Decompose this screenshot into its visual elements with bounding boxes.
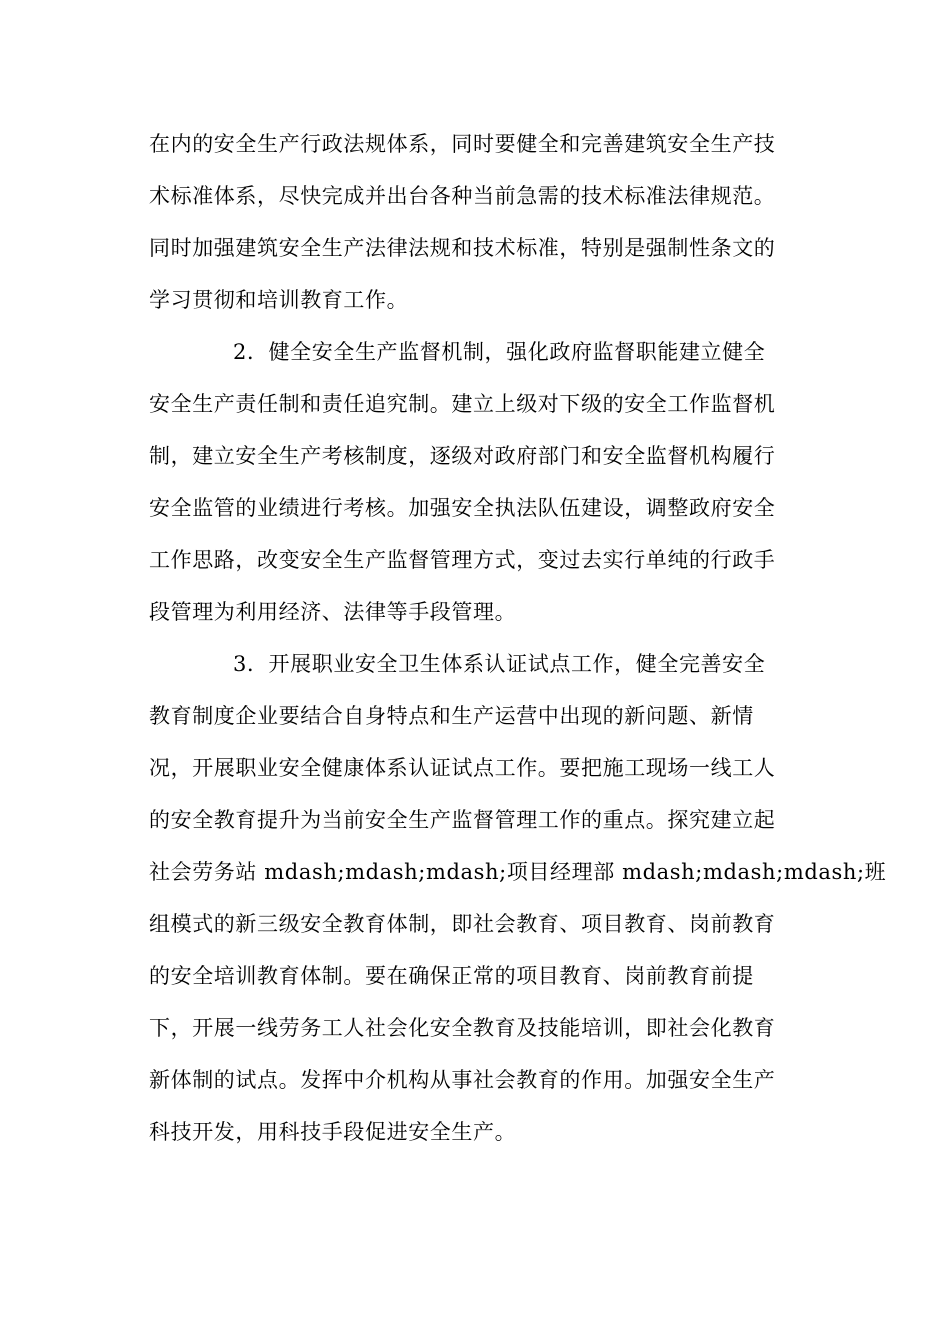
text-line: 科技开发，用科技手段促进安全生产。 xyxy=(149,1120,517,1144)
text-line: 教育制度企业要结合自身特点和生产运营中出现的新问题、新情 xyxy=(149,704,754,728)
text-line: 段管理为利用经济、法律等手段管理。 xyxy=(149,600,517,624)
text-line: 工作思路，改变安全生产监督管理方式，变过去实行单纯的行政手 xyxy=(149,548,776,572)
text-line: 况，开展职业安全健康体系认证试点工作。要把施工现场一线工人 xyxy=(149,756,776,780)
text-line: 社会劳务站 mdash;mdash;mdash;项目经理部 mdash;mdash;mdash;班 xyxy=(149,860,887,884)
section-3-heading-line: 3．开展职业安全卫生体系认证试点工作，健全完善安全 xyxy=(233,652,766,676)
text-line: 学习贯彻和培训教育工作。 xyxy=(149,288,409,312)
text-line: 新体制的试点。发挥中介机构从事社会教育的作用。加强安全生产 xyxy=(149,1068,776,1092)
text-line: 安全监管的业绩进行考核。加强安全执法队伍建设，调整政府安全 xyxy=(149,496,776,520)
text-line: 的安全培训教育体制。要在确保正常的项目教育、岗前教育前提 xyxy=(149,964,754,988)
text-line: 组模式的新三级安全教育体制，即社会教育、项目教育、岗前教育 xyxy=(149,912,776,936)
text-line: 在内的安全生产行政法规体系，同时要健全和完善建筑安全生产技 xyxy=(149,132,776,156)
section-2-heading-line: 2．健全安全生产监督机制，强化政府监督职能建立健全 xyxy=(233,340,766,364)
text-line: 安全生产责任制和责任追究制。建立上级对下级的安全工作监督机 xyxy=(149,392,776,416)
text-line: 同时加强建筑安全生产法律法规和技术标准，特别是强制性条文的 xyxy=(149,236,776,260)
text-line: 下，开展一线劳务工人社会化安全教育及技能培训，即社会化教育 xyxy=(149,1016,776,1040)
text-line: 制，建立安全生产考核制度，逐级对政府部门和安全监督机构履行 xyxy=(149,444,776,468)
text-line: 的安全教育提升为当前安全生产监督管理工作的重点。探究建立起 xyxy=(149,808,776,832)
text-line: 术标准体系，尽快完成并出台各种当前急需的技术标准法律规范。 xyxy=(149,184,776,208)
document-body xyxy=(149,118,887,1158)
